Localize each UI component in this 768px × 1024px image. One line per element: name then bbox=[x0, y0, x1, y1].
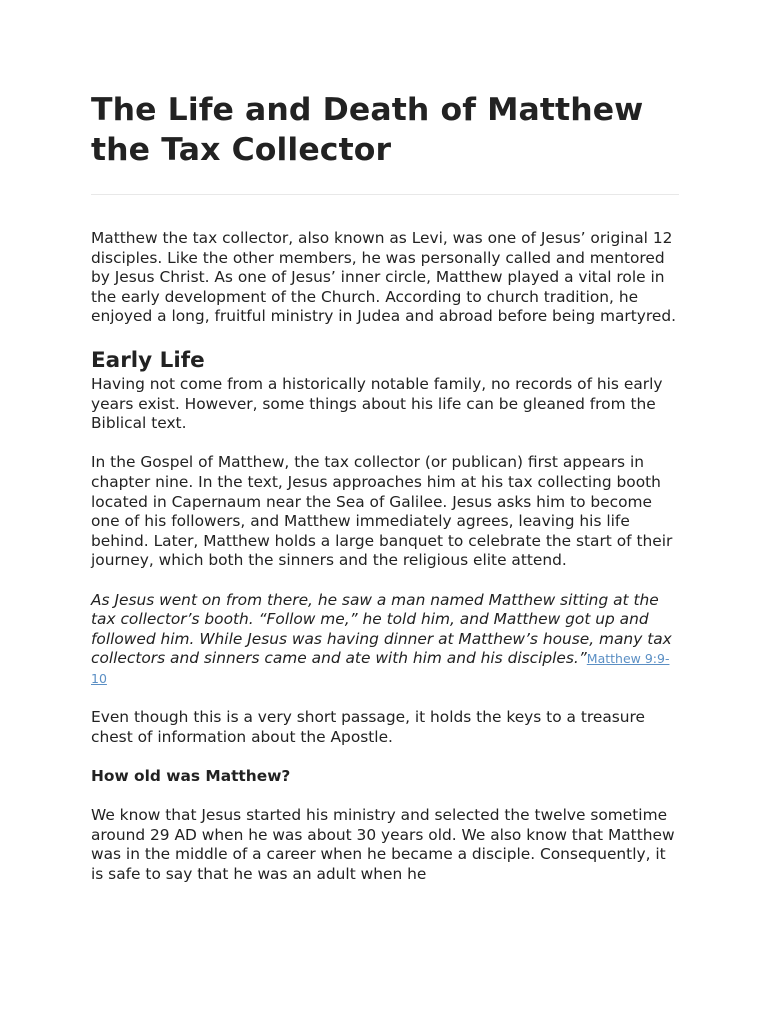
intro-paragraph: Matthew the tax collector, also known as Levi, was one of Jesus’ original 12 disciples. Like the other members, he was personally called and mentored by Jesus Christ. As one of Jesus’ inner circle, Matthew played a vital role in the early development of the Church. According to church tradition, he enjoyed a long, fruitful ministry in Judea and abroad before being martyred. bbox=[91, 229, 677, 326]
early-life-paragraph-1: Having not come from a historically notable family, no records of his early years exist. However, some things about his life can be gleaned from the Biblical text. bbox=[91, 374, 663, 433]
early-life-paragraph-3: Even though this is a very short passage, it holds the keys to a treasure chest of information about the Apostle. bbox=[91, 708, 646, 746]
article bbox=[91, 90, 679, 884]
section-heading-early-life: Early Life bbox=[91, 347, 205, 373]
title-divider bbox=[91, 194, 679, 195]
age-paragraph-1: We know that Jesus started his ministry and selected the twelve sometime around 29 AD when he was about 30 years old. We also know that Matthew was in the middle of a career when he became a disciple. Consequently, it is safe to say that he was an adult when he bbox=[91, 806, 675, 883]
scripture-quote-text: As Jesus went on from there, he saw a man named Matthew sitting at the tax collector’s booth. “Follow me,” he told him, and Matthew got up and followed him. While Jesus was having dinner at Matthew’s house, many tax collectors and sinners came and ate with him and his disciples.” bbox=[91, 590, 672, 668]
page-title: The Life and Death of Matthew the Tax Collector bbox=[91, 92, 644, 168]
scripture-quote bbox=[91, 591, 679, 689]
scripture-citation-link[interactable]: Matthew 9:9-10 bbox=[91, 651, 670, 686]
early-life-paragraph-2: In the Gospel of Matthew, the tax collector (or publican) first appears in chapter nine. In the text, Jesus approaches him at his tax collecting booth located in Capernaum near the Sea of Galilee. Jesus asks him to become one of his followers, and Matthew immediately agrees, leaving his life behind. Later, Matthew holds a large banquet to celebrate the start of their journey, which both the sinners and the religious elite attend. bbox=[91, 453, 673, 570]
subheading-how-old: How old was Matthew? bbox=[91, 766, 291, 785]
